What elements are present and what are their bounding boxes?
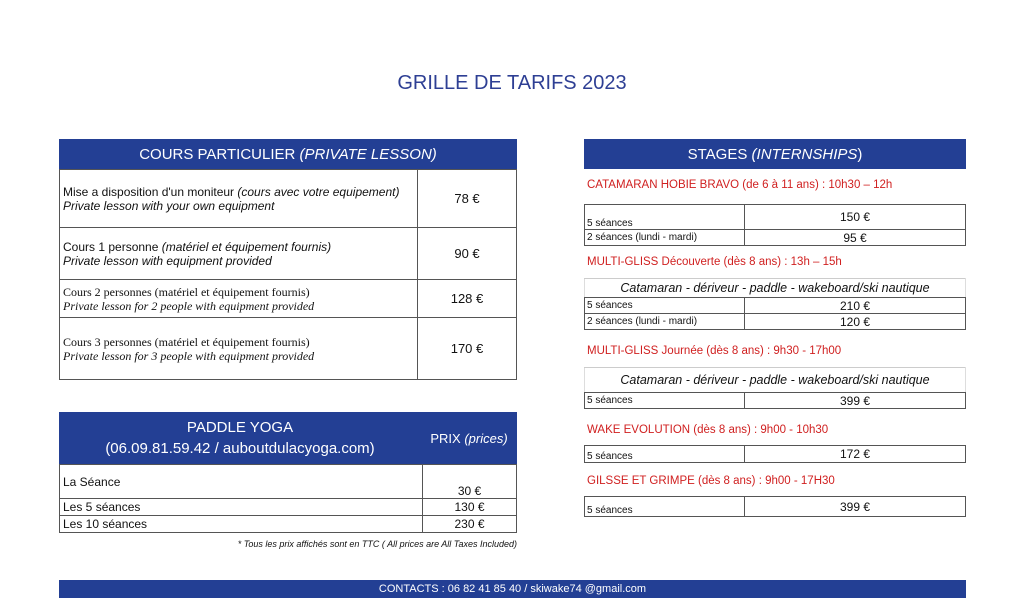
stage-title: WAKE EVOLUTION (dès 8 ans) : 9h00 - 10h30 bbox=[587, 424, 829, 436]
private-lesson-header bbox=[59, 139, 517, 169]
private-lesson-header-text: COURS PARTICULIER bbox=[139, 145, 296, 163]
stage-title: CATAMARAN HOBIE BRAVO (de 6 à 11 ans) : 10h30 – 12h bbox=[587, 179, 893, 191]
contacts-footer: CONTACTS : 06 82 41 85 40 / skiwake74 @gmail.com bbox=[59, 580, 966, 598]
table-row bbox=[585, 230, 966, 246]
lesson-description bbox=[60, 170, 418, 228]
lesson-fr-italic: (matériel et équipement fournis) bbox=[154, 284, 310, 299]
lesson-description bbox=[60, 280, 418, 318]
yoga-price: 130 € bbox=[423, 499, 517, 516]
stage-price: 95 € bbox=[745, 230, 966, 246]
yoga-label: Les 10 séances bbox=[60, 516, 423, 533]
table-row bbox=[585, 279, 966, 298]
yoga-label: Les 5 séances bbox=[60, 499, 423, 516]
table-row bbox=[60, 499, 517, 516]
paddle-yoga-header bbox=[59, 412, 517, 464]
price-header-italic: (prices) bbox=[464, 430, 508, 446]
price-header-label: PRIX bbox=[430, 430, 465, 446]
tax-note: * Tous les prix affichés sont en TTC ( All prices are All Taxes Included) bbox=[237, 539, 517, 549]
stage-sessions: 5 séances bbox=[585, 446, 745, 463]
lesson-fr: Mise a disposition d'un moniteur bbox=[63, 184, 238, 199]
table-row bbox=[585, 205, 966, 230]
page-title: GRILLE DE TARIFS 2023 bbox=[397, 72, 627, 94]
lesson-en: Private lesson for 3 people with equipment provided bbox=[63, 348, 315, 363]
lesson-fr-italic: (matériel et équipement fournis) bbox=[154, 334, 310, 349]
stage-price: 210 € bbox=[745, 298, 966, 314]
yoga-price: 30 € bbox=[423, 465, 517, 499]
lesson-description bbox=[60, 318, 418, 380]
stage-activities: Catamaran - dériveur - paddle - wakeboard/ski nautique bbox=[585, 368, 966, 393]
table-row bbox=[60, 228, 517, 280]
stage-title: GILSSE ET GRIMPE (dès 8 ans) : 9h00 - 17H30 bbox=[587, 475, 835, 487]
stage-sessions: 5 séances bbox=[585, 298, 745, 314]
lesson-price: 78 € bbox=[418, 170, 517, 228]
lesson-price: 170 € bbox=[418, 318, 517, 380]
stages-header-close: ) bbox=[857, 145, 863, 163]
stage-price-table bbox=[584, 204, 966, 246]
paddle-yoga-table bbox=[59, 464, 517, 533]
stage-price-table bbox=[584, 367, 966, 409]
lesson-fr: Cours 1 personne bbox=[63, 239, 162, 254]
lesson-price: 128 € bbox=[418, 280, 517, 318]
table-row bbox=[60, 318, 517, 380]
lesson-fr-italic: (cours avec votre equipement) bbox=[237, 184, 400, 199]
private-lesson-header-italic: (PRIVATE LESSON) bbox=[299, 145, 437, 163]
table-row bbox=[585, 393, 966, 409]
stage-sessions: 5 séances bbox=[585, 497, 745, 517]
stage-price-table bbox=[584, 496, 966, 517]
table-row bbox=[60, 516, 517, 533]
lesson-fr-italic: (matériel et équipement fournis) bbox=[161, 239, 332, 254]
table-row bbox=[585, 368, 966, 393]
stage-price-table bbox=[584, 278, 966, 330]
lesson-en: Private lesson with equipment provided bbox=[63, 253, 272, 268]
stage-price: 172 € bbox=[745, 446, 966, 463]
stage-price: 120 € bbox=[745, 314, 966, 330]
lesson-en: Private lesson with your own equipment bbox=[63, 198, 275, 213]
table-row bbox=[60, 465, 517, 499]
stage-price: 399 € bbox=[745, 393, 966, 409]
lesson-price: 90 € bbox=[418, 228, 517, 280]
lesson-fr: Cours 3 personnes bbox=[63, 334, 155, 349]
table-row bbox=[585, 446, 966, 463]
stage-price: 399 € bbox=[745, 497, 966, 517]
stage-title: MULTI-GLISS Découverte (dès 8 ans) : 13h – 15h bbox=[587, 256, 842, 268]
lesson-fr: Cours 2 personnes bbox=[63, 284, 155, 299]
stage-price-table bbox=[584, 445, 966, 463]
table-row bbox=[585, 497, 966, 517]
private-lesson-table bbox=[59, 169, 517, 380]
lesson-description bbox=[60, 228, 418, 280]
stage-activities: Catamaran - dériveur - paddle - wakeboard/ski nautique bbox=[585, 279, 966, 298]
paddle-yoga-contact: (06.09.81.59.42 / auboutdulacyoga.com) bbox=[105, 440, 375, 457]
stage-title: MULTI-GLISS Journée (dès 8 ans) : 9h30 - 17h00 bbox=[587, 345, 842, 357]
stage-sessions: 2 séances (lundi - mardi) bbox=[585, 230, 745, 246]
yoga-price: 230 € bbox=[423, 516, 517, 533]
price-header bbox=[421, 431, 517, 446]
table-row bbox=[585, 314, 966, 330]
table-row bbox=[60, 280, 517, 318]
stage-sessions: 5 séances bbox=[585, 205, 745, 230]
stage-sessions: 2 séances (lundi - mardi) bbox=[585, 314, 745, 330]
table-row bbox=[585, 298, 966, 314]
yoga-label: La Séance bbox=[60, 465, 423, 499]
stage-price: 150 € bbox=[745, 205, 966, 230]
table-row bbox=[60, 170, 517, 228]
stage-sessions: 5 séances bbox=[585, 393, 745, 409]
stages-header-italic: (INTERNSHIPS bbox=[751, 145, 858, 163]
stages-header-text: STAGES bbox=[687, 145, 748, 163]
paddle-yoga-title: PADDLE YOGA bbox=[186, 419, 294, 436]
lesson-en: Private lesson for 2 people with equipment provided bbox=[63, 298, 315, 313]
stages-header bbox=[584, 139, 966, 169]
